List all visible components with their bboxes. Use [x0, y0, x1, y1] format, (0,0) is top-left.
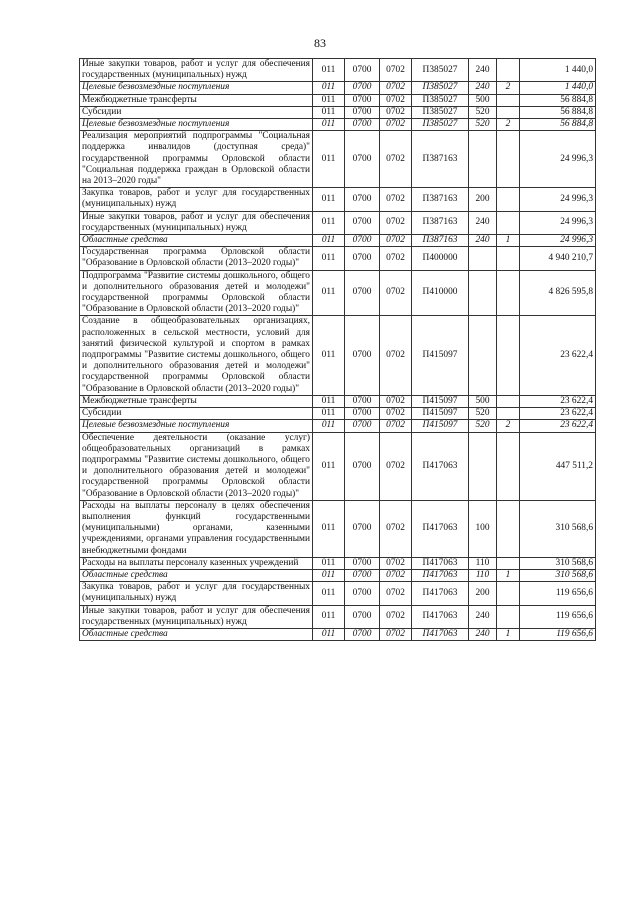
section-code-cell: 0700 — [345, 605, 380, 628]
funding-type-cell — [497, 131, 520, 188]
row-name-cell: Целевые безвозмездные поступления — [80, 119, 313, 131]
expense-type-cell: 240 — [469, 82, 497, 94]
amount-cell: 24 996,3 — [520, 211, 596, 234]
table-row — [80, 500, 596, 557]
funding-type-cell — [497, 211, 520, 234]
funding-type-cell — [497, 582, 520, 605]
expense-type-cell: 110 — [469, 569, 497, 581]
target-article-cell: П400000 — [412, 247, 469, 270]
ministry-code-cell: 011 — [313, 582, 345, 605]
target-article-cell: П417063 — [412, 605, 469, 628]
ministry-code-cell: 011 — [313, 395, 345, 407]
row-name-cell: Расходы на выплаты персоналу в целях обеспечения выполнения функций государственными (муниципальными) органами, казенными учреждениями, органами управления государственными внебюджетными фондами — [80, 500, 313, 557]
amount-cell: 4 940 210,7 — [520, 247, 596, 270]
table-row — [80, 605, 596, 628]
ministry-code-cell: 011 — [313, 131, 345, 188]
amount-cell: 119 656,6 — [520, 582, 596, 605]
target-article-cell: П415097 — [412, 408, 469, 420]
section-code-cell: 0700 — [345, 94, 380, 106]
target-article-cell: П387163 — [412, 211, 469, 234]
row-name-cell: Создание в общеобразовательных организациях, расположенных в сельской местности, условий для занятий физической культурой и спортом в рамках подпрограммы "Развитие системы дошкольного, общего и дополнительного образования детей и молодежи" государственной программы Орловской области "Образование в Орловской области (2013–2020 годы)" — [80, 316, 313, 395]
target-article-cell: П415097 — [412, 395, 469, 407]
subsection-code-cell: 0702 — [380, 432, 412, 500]
subsection-code-cell: 0702 — [380, 94, 412, 106]
funding-type-cell — [497, 188, 520, 211]
target-article-cell: П417063 — [412, 582, 469, 605]
row-name-cell: Расходы на выплаты персоналу казенных учреждений — [80, 557, 313, 569]
expense-type-cell — [469, 131, 497, 188]
ministry-code-cell: 011 — [313, 432, 345, 500]
funding-type-cell — [497, 59, 520, 82]
amount-cell: 310 568,6 — [520, 500, 596, 557]
row-name-cell: Областные средства — [80, 235, 313, 247]
table-row — [80, 270, 596, 316]
target-article-cell: П385027 — [412, 82, 469, 94]
target-article-cell: П385027 — [412, 59, 469, 82]
expense-type-cell — [469, 432, 497, 500]
table-row — [80, 119, 596, 131]
ministry-code-cell: 011 — [313, 235, 345, 247]
ministry-code-cell: 011 — [313, 569, 345, 581]
amount-cell: 119 656,6 — [520, 605, 596, 628]
expense-type-cell: 240 — [469, 628, 497, 640]
amount-cell: 23 622,4 — [520, 420, 596, 432]
table-row — [80, 569, 596, 581]
target-article-cell: П385027 — [412, 106, 469, 118]
amount-cell: 24 996,3 — [520, 235, 596, 247]
section-code-cell: 0700 — [345, 557, 380, 569]
amount-cell: 23 622,4 — [520, 408, 596, 420]
section-code-cell: 0700 — [345, 408, 380, 420]
section-code-cell: 0700 — [345, 420, 380, 432]
section-code-cell: 0700 — [345, 59, 380, 82]
ministry-code-cell: 011 — [313, 605, 345, 628]
subsection-code-cell: 0702 — [380, 605, 412, 628]
ministry-code-cell: 011 — [313, 106, 345, 118]
funding-type-cell — [497, 432, 520, 500]
section-code-cell: 0700 — [345, 82, 380, 94]
funding-type-cell: 1 — [497, 235, 520, 247]
ministry-code-cell: 011 — [313, 500, 345, 557]
target-article-cell: П385027 — [412, 119, 469, 131]
section-code-cell: 0700 — [345, 211, 380, 234]
table-row — [80, 59, 596, 82]
row-name-cell: Иные закупки товаров, работ и услуг для обеспечения государственных (муниципальных) нужд — [80, 605, 313, 628]
subsection-code-cell: 0702 — [380, 188, 412, 211]
budget-table — [79, 58, 596, 641]
amount-cell: 4 826 595,8 — [520, 270, 596, 316]
subsection-code-cell: 0702 — [380, 119, 412, 131]
funding-type-cell — [497, 500, 520, 557]
section-code-cell: 0700 — [345, 131, 380, 188]
row-name-cell: Закупка товаров, работ и услуг для государственных (муниципальных) нужд — [80, 582, 313, 605]
ministry-code-cell: 011 — [313, 82, 345, 94]
subsection-code-cell: 0702 — [380, 316, 412, 395]
expense-type-cell — [469, 270, 497, 316]
funding-type-cell: 2 — [497, 420, 520, 432]
subsection-code-cell: 0702 — [380, 569, 412, 581]
subsection-code-cell: 0702 — [380, 235, 412, 247]
table-row — [80, 582, 596, 605]
expense-type-cell: 240 — [469, 605, 497, 628]
target-article-cell: П417063 — [412, 628, 469, 640]
expense-type-cell — [469, 316, 497, 395]
section-code-cell: 0700 — [345, 582, 380, 605]
funding-type-cell — [497, 270, 520, 316]
subsection-code-cell: 0702 — [380, 106, 412, 118]
section-code-cell: 0700 — [345, 628, 380, 640]
section-code-cell: 0700 — [345, 106, 380, 118]
funding-type-cell: 1 — [497, 628, 520, 640]
row-name-cell: Субсидии — [80, 106, 313, 118]
funding-type-cell: 2 — [497, 82, 520, 94]
expense-type-cell: 520 — [469, 119, 497, 131]
funding-type-cell — [497, 247, 520, 270]
table-row — [80, 316, 596, 395]
table-row — [80, 188, 596, 211]
subsection-code-cell: 0702 — [380, 582, 412, 605]
table-row — [80, 235, 596, 247]
section-code-cell: 0700 — [345, 247, 380, 270]
subsection-code-cell: 0702 — [380, 395, 412, 407]
ministry-code-cell: 011 — [313, 188, 345, 211]
section-code-cell: 0700 — [345, 235, 380, 247]
funding-type-cell — [497, 395, 520, 407]
target-article-cell: П417063 — [412, 557, 469, 569]
row-name-cell: Целевые безвозмездные поступления — [80, 420, 313, 432]
subsection-code-cell: 0702 — [380, 82, 412, 94]
amount-cell: 24 996,3 — [520, 188, 596, 211]
table-row — [80, 247, 596, 270]
target-article-cell: П417063 — [412, 432, 469, 500]
subsection-code-cell: 0702 — [380, 247, 412, 270]
funding-type-cell — [497, 316, 520, 395]
funding-type-cell: 1 — [497, 569, 520, 581]
amount-cell: 56 884,8 — [520, 94, 596, 106]
amount-cell: 24 996,3 — [520, 131, 596, 188]
amount-cell: 23 622,4 — [520, 395, 596, 407]
table-row — [80, 131, 596, 188]
target-article-cell: П417063 — [412, 500, 469, 557]
table-row — [80, 106, 596, 118]
subsection-code-cell: 0702 — [380, 557, 412, 569]
section-code-cell: 0700 — [345, 569, 380, 581]
target-article-cell: П385027 — [412, 94, 469, 106]
ministry-code-cell: 011 — [313, 628, 345, 640]
row-name-cell: Закупка товаров, работ и услуг для государственных (муниципальных) нужд — [80, 188, 313, 211]
row-name-cell: Подпрограмма "Развитие системы дошкольного, общего и дополнительного образования детей и молодежи" государственной программы Орловской области "Образование в Орловской области (2013–2020 годы)" — [80, 270, 313, 316]
target-article-cell: П387163 — [412, 131, 469, 188]
subsection-code-cell: 0702 — [380, 420, 412, 432]
ministry-code-cell: 011 — [313, 270, 345, 316]
expense-type-cell: 100 — [469, 500, 497, 557]
subsection-code-cell: 0702 — [380, 211, 412, 234]
subsection-code-cell: 0702 — [380, 270, 412, 316]
row-name-cell: Иные закупки товаров, работ и услуг для обеспечения государственных (муниципальных) нужд — [80, 59, 313, 82]
section-code-cell: 0700 — [345, 270, 380, 316]
target-article-cell: П417063 — [412, 569, 469, 581]
target-article-cell: П410000 — [412, 270, 469, 316]
table-row — [80, 395, 596, 407]
ministry-code-cell: 011 — [313, 316, 345, 395]
row-name-cell: Межбюджетные трансферты — [80, 395, 313, 407]
ministry-code-cell: 011 — [313, 408, 345, 420]
table-row — [80, 408, 596, 420]
table-row — [80, 557, 596, 569]
section-code-cell: 0700 — [345, 500, 380, 557]
amount-cell: 56 884,8 — [520, 119, 596, 131]
subsection-code-cell: 0702 — [380, 131, 412, 188]
funding-type-cell — [497, 106, 520, 118]
section-code-cell: 0700 — [345, 395, 380, 407]
ministry-code-cell: 011 — [313, 119, 345, 131]
funding-type-cell: 2 — [497, 119, 520, 131]
row-name-cell: Субсидии — [80, 408, 313, 420]
table-row — [80, 420, 596, 432]
funding-type-cell — [497, 557, 520, 569]
section-code-cell: 0700 — [345, 432, 380, 500]
expense-type-cell: 200 — [469, 188, 497, 211]
expense-type-cell: 520 — [469, 408, 497, 420]
ministry-code-cell: 011 — [313, 94, 345, 106]
row-name-cell: Обеспечение деятельности (оказание услуг) общеобразовательных организаций в рамках подпрограммы "Развитие системы дошкольного, общего и дополнительного образования детей и молодежи" государственной программы Орловской области "Образование в Орловской области (2013–2020 годы)" — [80, 432, 313, 500]
amount-cell: 1 440,0 — [520, 82, 596, 94]
expense-type-cell: 240 — [469, 235, 497, 247]
ministry-code-cell: 011 — [313, 247, 345, 270]
ministry-code-cell: 011 — [313, 420, 345, 432]
row-name-cell: Реализация мероприятий подпрограммы "Социальная поддержка инвалидов (доступная среда)" государственной программы Орловской области "Социальная поддержка граждан в Орловской области на 2013–2020 годы" — [80, 131, 313, 188]
target-article-cell: П415097 — [412, 316, 469, 395]
row-name-cell: Государственная программа Орловской области "Образование в Орловской области (2013–2020 годы)" — [80, 247, 313, 270]
amount-cell: 23 622,4 — [520, 316, 596, 395]
target-article-cell: П387163 — [412, 188, 469, 211]
amount-cell: 56 884,8 — [520, 106, 596, 118]
expense-type-cell: 200 — [469, 582, 497, 605]
subsection-code-cell: 0702 — [380, 408, 412, 420]
section-code-cell: 0700 — [345, 119, 380, 131]
section-code-cell: 0700 — [345, 188, 380, 211]
expense-type-cell: 500 — [469, 94, 497, 106]
funding-type-cell — [497, 94, 520, 106]
funding-type-cell — [497, 408, 520, 420]
expense-type-cell: 240 — [469, 59, 497, 82]
row-name-cell: Иные закупки товаров, работ и услуг для обеспечения государственных (муниципальных) нужд — [80, 211, 313, 234]
table-row — [80, 94, 596, 106]
amount-cell: 119 656,6 — [520, 628, 596, 640]
table-row — [80, 82, 596, 94]
row-name-cell: Областные средства — [80, 628, 313, 640]
subsection-code-cell: 0702 — [380, 628, 412, 640]
expense-type-cell: 520 — [469, 420, 497, 432]
row-name-cell: Целевые безвозмездные поступления — [80, 82, 313, 94]
table-row — [80, 211, 596, 234]
row-name-cell: Областные средства — [80, 569, 313, 581]
row-name-cell: Межбюджетные трансферты — [80, 94, 313, 106]
target-article-cell: П415097 — [412, 420, 469, 432]
ministry-code-cell: 011 — [313, 59, 345, 82]
expense-type-cell: 110 — [469, 557, 497, 569]
expense-type-cell: 520 — [469, 106, 497, 118]
subsection-code-cell: 0702 — [380, 500, 412, 557]
section-code-cell: 0700 — [345, 316, 380, 395]
expense-type-cell: 240 — [469, 211, 497, 234]
amount-cell: 1 440,0 — [520, 59, 596, 82]
amount-cell: 447 511,2 — [520, 432, 596, 500]
amount-cell: 310 568,6 — [520, 569, 596, 581]
target-article-cell: П387163 — [412, 235, 469, 247]
amount-cell: 310 568,6 — [520, 557, 596, 569]
expense-type-cell — [469, 247, 497, 270]
ministry-code-cell: 011 — [313, 211, 345, 234]
ministry-code-cell: 011 — [313, 557, 345, 569]
funding-type-cell — [497, 605, 520, 628]
page-number: 83 — [314, 36, 326, 50]
table-row — [80, 432, 596, 500]
table-row — [80, 628, 596, 640]
expense-type-cell: 500 — [469, 395, 497, 407]
subsection-code-cell: 0702 — [380, 59, 412, 82]
